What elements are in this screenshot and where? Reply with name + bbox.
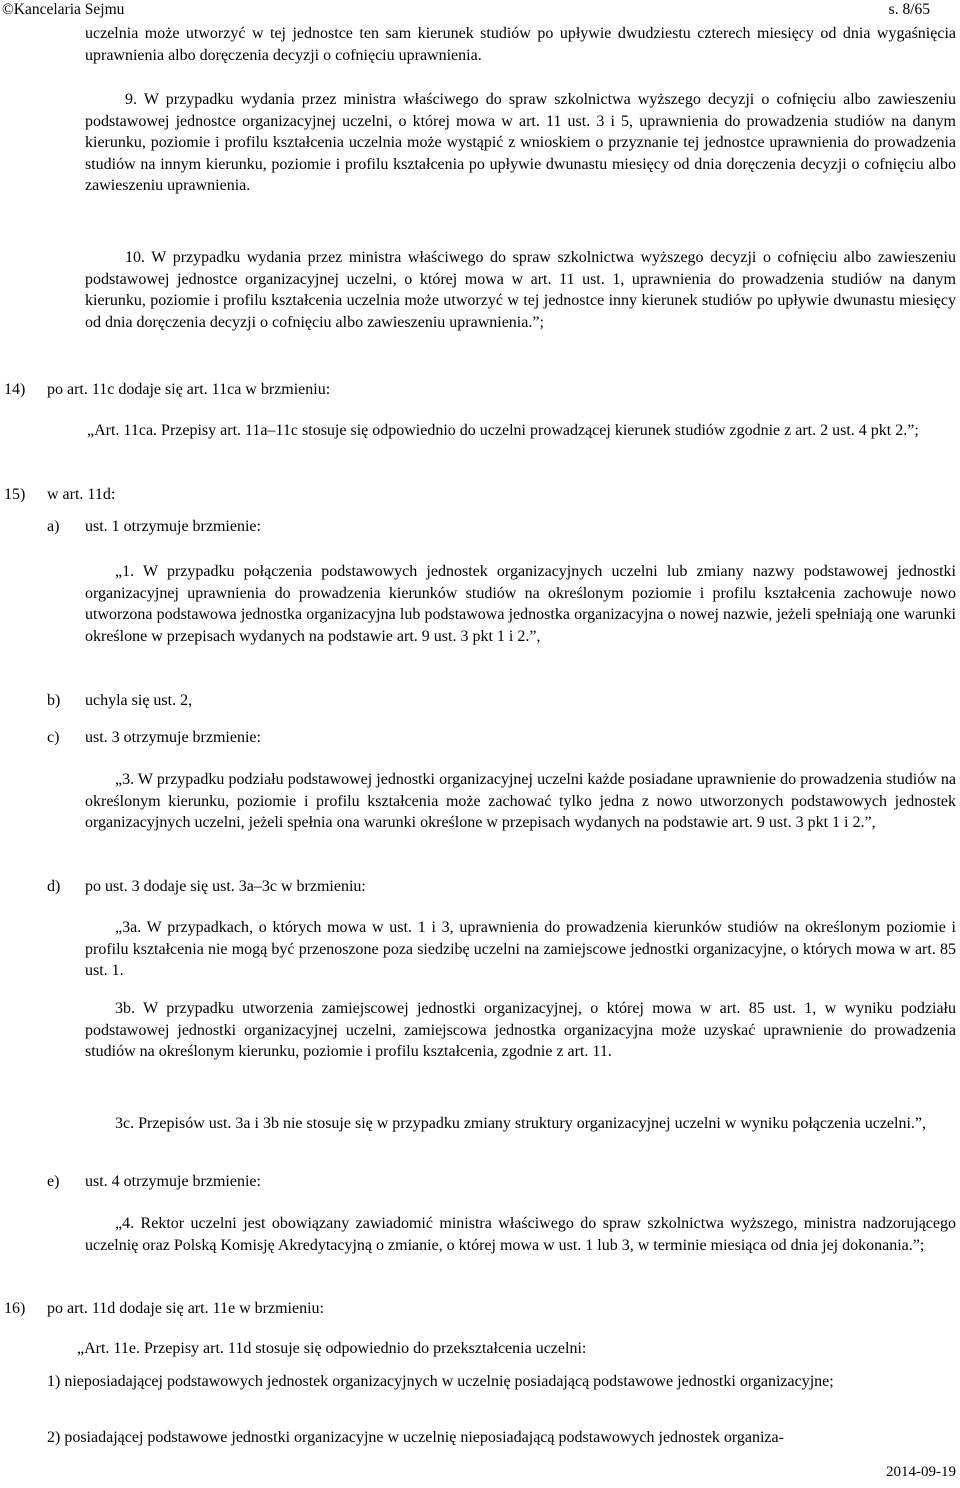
- letter-c-text: ust. 3 otrzymuje brzmienie:: [85, 729, 261, 746]
- item-15-number: 15): [4, 486, 26, 503]
- item-15-text: w art. 11d:: [47, 486, 116, 503]
- art-11e-quote: „Art. 11e. Przepisy art. 11d stosuje się odpowiednio do przekształcenia uczelni:: [77, 1340, 587, 1357]
- art-11ca-quote: „Art. 11ca. Przepisy art. 11a–11c stosuje się odpowiednio do uczelni prowadzącej kierunek studiów zgodnie z art. 2 ust. 4 pkt 2.”;: [87, 422, 919, 439]
- paragraph-9: 9. W przypadku wydania przez ministra właściwego do spraw szkolnictwa wyższego decyzji o cofnięciu albo zawieszeniu podstawowej jednostce organizacyjnej uczelni, o której mowa w art. 11 ust. 3 i 5, uprawnienia do prowadzenia studiów na danym kierunku, poziomie i profilu kształcenia uczelnia może wystąpić z wnioskiem o przyznanie tej jednostce uprawnienia do prowadzenia studiów na innym kierunku, poziomie i profilu kształcenia po upływie dwunastu miesięcy od dnia doręczenia decyzji o cofnięciu albo zawieszeniu uprawnienia.: [85, 91, 956, 195]
- art-11e-point-1: 1) nieposiadającej podstawowych jednostek organizacyjnych w uczelnię posiadającą podstawowe jednostki organizacyjne;: [47, 1373, 834, 1390]
- item-14-number: 14): [4, 381, 26, 398]
- letter-a-text: ust. 1 otrzymuje brzmienie:: [85, 518, 261, 535]
- header-source: ©Kancelaria Sejmu: [2, 1, 125, 18]
- letter-d-text: po ust. 3 dodaje się ust. 3a–3c w brzmieniu:: [85, 878, 366, 895]
- letter-b-text: uchyla się ust. 2,: [85, 692, 193, 709]
- letter-a-label: a): [47, 518, 60, 535]
- item-16-number: 16): [4, 1300, 26, 1317]
- letter-e-label: e): [47, 1173, 60, 1190]
- art-11e-point-2: 2) posiadającej podstawowe jednostki organizacyjne w uczelnię nieposiadającą podstawowych jednostek organiza-: [47, 1429, 784, 1446]
- footer-date: 2014-09-19: [886, 1464, 956, 1480]
- letter-d-label: d): [47, 878, 61, 895]
- letter-d-3b: 3b. W przypadku utworzenia zamiejscowej jednostki organizacyjnej, o której mowa w art. 85 ust. 1, w wyniku podziału podstawowej jednostki organizacyjnej uczelni, zamiejscowa jednostka organizacyjna może uzyskać uprawnienie do prowadzenia studiów na określonym kierunku, poziomie i profilu kształcenia, zgodnie z art. 11.: [85, 1000, 956, 1061]
- letter-a-quote: „1. W przypadku połączenia podstawowych jednostek organizacyjnych uczelni lub zmiany nazwy podstawowej jednostki organizacyjnej uprawnienia do prowadzenia kierunków studiów na określonym poziomie i profilu kształcenia zachowuje nowo utworzona podstawowa jednostka organizacyjna lub podstawowa jednostka organizacyjna o nowej nazwie, jeżeli spełniają one warunki określone w przepisach wydanych na podstawie art. 9 ust. 3 pkt 1 i 2.”,: [85, 563, 956, 645]
- header-page-number: s. 8/65: [888, 1, 930, 18]
- item-16-text: po art. 11d dodaje się art. 11e w brzmieniu:: [47, 1300, 324, 1317]
- letter-b-label: b): [47, 692, 61, 709]
- letter-d-3c: 3c. Przepisów ust. 3a i 3b nie stosuje się w przypadku zmiany struktury organizacyjnej uczelni w wyniku połączenia uczelni.”,: [115, 1115, 927, 1132]
- page-header: [0, 0, 960, 22]
- letter-c-quote: „3. W przypadku podziału podstawowej jednostki organizacyjnej uczelni każde posiadane uprawnienie do prowadzenia studiów na określonym kierunku, poziomie i profilu kształcenia może zachować tylko jedna z nowo utworzonych podstawowych jednostek organizacyjnych uczelni, jeżeli spełnia ona warunki określone w przepisach wydanych na podstawie art. 9 ust. 3 pkt 1 i 2.”,: [85, 771, 956, 832]
- letter-d-3a: „3a. W przypadkach, o których mowa w ust. 1 i 3, uprawnienia do prowadzenia kierunków studiów na określonym poziomie i profilu kształcenia nie mogą być przenoszone poza siedzibę uczelni na zamiejscowe jednostki organizacyjne, o których mowa w art. 85 ust. 1.: [85, 919, 956, 980]
- paragraph-10: 10. W przypadku wydania przez ministra właściwego do spraw szkolnictwa wyższego decyzji o cofnięciu albo zawieszeniu podstawowej jednostce organizacyjnej uczelni, o której mowa w art. 11 ust. 1, uprawnienia do prowadzenia studiów na danym kierunku, poziomie i profilu kształcenia uczelnia może utworzyć w tej jednostce inny kierunek studiów po upływie dwunastu miesięcy od dnia doręczenia decyzji o cofnięciu albo zawieszeniu uprawnienia.”;: [85, 249, 956, 331]
- letter-c-label: c): [47, 729, 60, 746]
- item-14-text: po art. 11c dodaje się art. 11ca w brzmieniu:: [47, 381, 331, 398]
- letter-e-quote: „4. Rektor uczelni jest obowiązany zawiadomić ministra właściwego do spraw szkolnictwa wyższego, ministra nadzorującego uczelnię oraz Polską Komisję Akredytacyjną o zmianie, o której mowa w ust. 1 lub 3, w terminie miesiąca od dnia jej dokonania.”;: [85, 1215, 956, 1254]
- paragraph-intro: uczelnia może utworzyć w tej jednostce ten sam kierunek studiów po upływie dwudziestu czterech miesięcy od dnia wygaśnięcia uprawnienia albo doręczenia decyzji o cofnięciu uprawnienia.: [85, 25, 956, 64]
- letter-e-text: ust. 4 otrzymuje brzmienie:: [85, 1173, 261, 1190]
